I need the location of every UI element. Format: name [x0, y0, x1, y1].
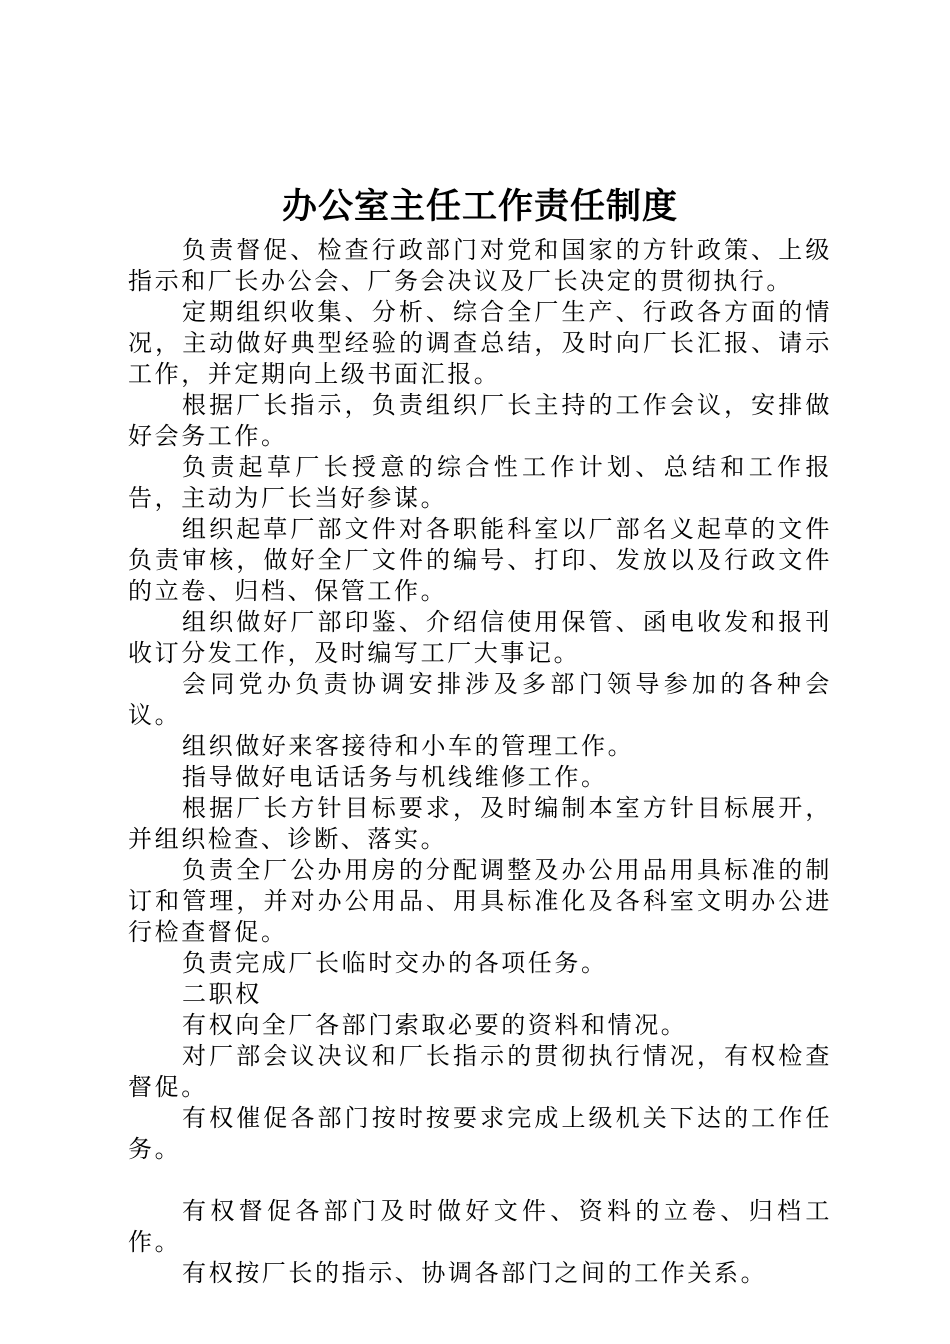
blank-line	[128, 1165, 832, 1196]
paragraph-13: 有权向全厂各部门索取必要的资料和情况。	[182, 1011, 688, 1039]
paragraph-16: 有权督促各部门及时做好文件、资料的立卷、归档工作。	[128, 1197, 832, 1256]
paragraph-7: 会同党办负责协调安排涉及多部门领导参加的各种会议。	[128, 670, 832, 729]
paragraph-6: 组织做好厂部印鉴、介绍信使用保管、函电收发和报刊收订分发工作，及时编写工厂大事记。	[128, 608, 832, 667]
document-body	[128, 235, 832, 1289]
paragraph-5: 组织起草厂部文件对各职能科室以厂部名义起草的文件负责审核，做好全厂文件的编号、打印、发放以及行政文件的立卷、归档、保管工作。	[128, 515, 832, 605]
paragraph-17: 有权按厂长的指示、协调各部门之间的工作关系。	[182, 1259, 768, 1287]
paragraph-15: 有权催促各部门按时按要求完成上级机关下达的工作任务。	[128, 1104, 832, 1163]
paragraph-8: 组织做好来客接待和小车的管理工作。	[182, 732, 635, 760]
paragraph-2: 定期组织收集、分析、综合全厂生产、行政各方面的情况，主动做好典型经验的调查总结，及时向厂长汇报、请示工作，并定期向上级书面汇报。	[128, 298, 832, 388]
paragraph-3: 根据厂长指示，负责组织厂长主持的工作会议，安排做好会务工作。	[128, 391, 832, 450]
paragraph-9: 指导做好电话话务与机线维修工作。	[182, 763, 608, 791]
paragraph-12: 负责完成厂长临时交办的各项任务。	[182, 949, 608, 977]
paragraph-11: 负责全厂公办用房的分配调整及办公用品用具标准的制订和管理，并对办公用品、用具标准化及各科室文明办公进行检查督促。	[128, 856, 832, 946]
paragraph-10: 根据厂长方针目标要求，及时编制本室方针目标展开，并组织检查、诊断、落实。	[128, 794, 832, 853]
paragraph-1: 负责督促、检查行政部门对党和国家的方针政策、上级指示和厂长办公会、厂务会决议及厂长决定的贯彻执行。	[128, 236, 832, 295]
document-title: 办公室主任工作责任制度	[281, 186, 678, 227]
section-heading-authority: 二职权	[182, 980, 262, 1008]
paragraph-4: 负责起草厂长授意的综合性工作计划、总结和工作报告，主动为厂长当好参谋。	[128, 453, 832, 512]
paragraph-14: 对厂部会议决议和厂长指示的贯彻执行情况，有权检查督促。	[128, 1042, 832, 1101]
